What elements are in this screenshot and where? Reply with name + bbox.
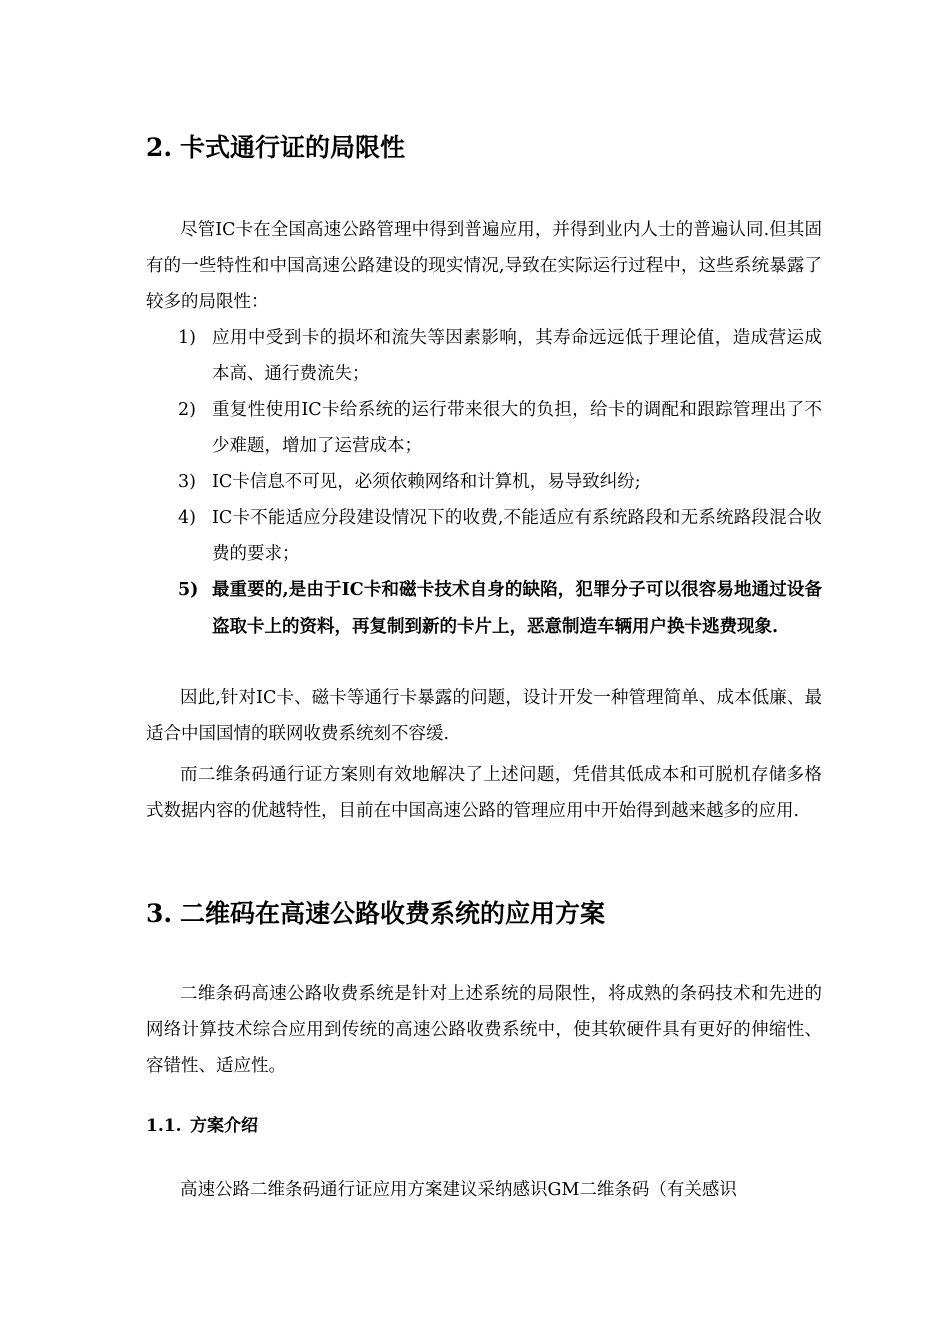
subsection-number: 1.1. [146, 1116, 182, 1136]
list-item-text: 最重要的,是由于IC卡和磁卡技术自身的缺陷，犯罪分子可以很容易地通过设备盗取卡上的资料，再复制到新的卡片上，恶意制造车辆用户换卡逃费现象. [212, 580, 822, 637]
section-2-heading [146, 132, 405, 164]
list-item [146, 392, 822, 464]
subsection-heading [146, 1114, 258, 1138]
limitations-list [146, 320, 822, 646]
section-2-para-3: 而二维条码通行证方案则有效地解决了上述问题，凭借其低成本和可脱机存储多格式数据内容的优越特性，目前在中国高速公路的管理应用中开始得到越来越多的应用. [146, 765, 822, 821]
section-3-title: 二维码在高速公路收费系统的应用方案 [180, 899, 606, 928]
list-marker: 2) [178, 400, 196, 420]
section-2-para-2: 因此,针对IC卡、磁卡等通行卡暴露的问题，设计开发一种管理简单、成本低廉、最适合中国国情的联网收费系统刻不容缓. [146, 688, 822, 744]
list-marker: 5) [178, 580, 199, 600]
section-3-heading [146, 898, 605, 930]
list-marker: 1) [178, 328, 196, 348]
list-item [146, 500, 822, 572]
list-marker: 3) [178, 472, 196, 492]
section-2-title: 卡式通行证的局限性 [180, 133, 406, 162]
list-item-text: IC卡不能适应分段建设情况下的收费,不能适应有系统路段和无系统路段混合收费的要求； [212, 508, 822, 564]
list-item [146, 572, 822, 646]
list-item-text: 应用中受到卡的损坏和流失等因素影响，其寿命远远低于理论值，造成营运成本高、通行费流失； [212, 328, 822, 384]
list-item [146, 464, 822, 500]
list-marker: 4) [178, 508, 196, 528]
section-2-number: 2. [146, 133, 173, 162]
section-2-intro: 尽管IC卡在全国高速公路管理中得到普遍应用，并得到业内人士的普遍认同.但其固有的一些特性和中国高速公路建设的现实情况,导致在实际运行过程中，这些系统暴露了较多的局限性： [146, 220, 822, 312]
list-item [146, 320, 822, 392]
list-item-text: 重复性使用IC卡给系统的运行带来很大的负担，给卡的调配和跟踪管理出了不少难题，增加了运营成本； [212, 400, 822, 456]
list-item-text: IC卡信息不可见，必须依赖网络和计算机，易导致纠纷; [212, 472, 641, 492]
subsection-text: 高速公路二维条码通行证应用方案建议采纳感识GM二维条码（有关感识 [180, 1180, 737, 1200]
section-3-intro: 二维条码高速公路收费系统是针对上述系统的局限性，将成熟的条码技术和先进的网络计算技术综合应用到传统的高速公路收费系统中，使其软硬件具有更好的伸缩性、容错性、适应性。 [146, 984, 822, 1076]
subsection-title: 方案介绍 [190, 1116, 258, 1136]
section-3-number: 3. [146, 899, 173, 928]
